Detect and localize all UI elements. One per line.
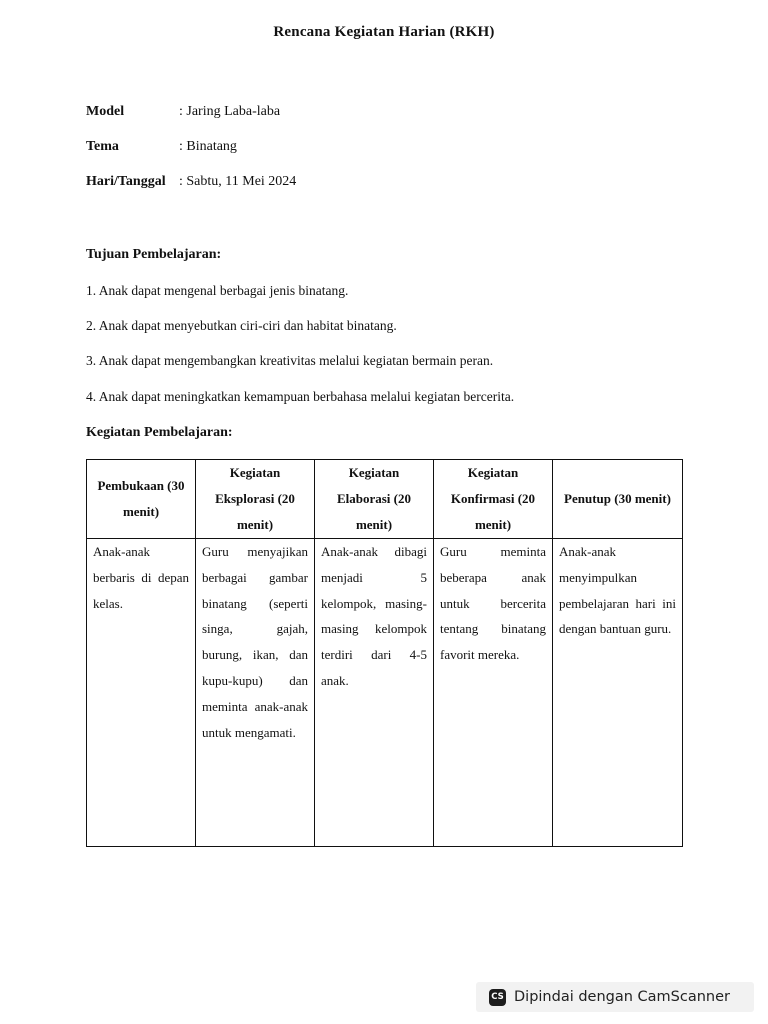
activities-heading: Kegiatan Pembelajaran: (86, 425, 233, 440)
cell-konfirmasi: Guru meminta beberapa anak untuk bercerita tentang binatang favorit mereka. (434, 539, 553, 847)
header-konfirmasi: Kegiatan Konfirmasi (20 menit) (434, 460, 553, 539)
camscanner-watermark (476, 982, 754, 1012)
meta-label: Hari/Tanggal (86, 174, 166, 189)
meta-label: Model (86, 104, 125, 119)
objectives-heading: Tujuan Pembelajaran: (86, 247, 222, 262)
meta-value: : Binatang (179, 139, 237, 154)
meta-row-model (86, 104, 280, 120)
objective-item: 2. Anak dapat menyebutkan ciri-ciri dan habitat binatang. (86, 318, 397, 333)
cell-pembukaan: Anak-anak berbaris di depan kelas. (87, 539, 196, 847)
meta-row-tema (86, 139, 237, 155)
header-pembukaan: Pembukaan (30 menit) (87, 460, 196, 539)
objective-item: 3. Anak dapat mengembangkan kreativitas melalui kegiatan bermain peran. (86, 353, 494, 368)
camscanner-logo-icon: CS (489, 989, 506, 1006)
meta-value: : Sabtu, 11 Mei 2024 (179, 174, 297, 189)
table-row (87, 539, 683, 847)
cell-eksplorasi: Guru menyajikan berbagai gambar binatang (seperti singa, gajah, burung, ikan, dan kupu-kupu) dan meminta anak-anak untuk mengamati. (196, 539, 315, 847)
meta-value: : Jaring Laba-laba (179, 104, 281, 119)
header-elaborasi: Kegiatan Elaborasi (20 menit) (315, 460, 434, 539)
cell-elaborasi: Anak-anak dibagi menjadi 5 kelompok, masing-masing kelompok terdiri dari 4-5 anak. (315, 539, 434, 847)
meta-label: Tema (86, 139, 119, 154)
meta-row-date (86, 174, 296, 190)
watermark-text: Dipindai dengan CamScanner (514, 989, 731, 1005)
table-header-row (87, 460, 683, 539)
objective-item: 4. Anak dapat meningkatkan kemampuan berbahasa melalui kegiatan bercerita. (86, 389, 515, 404)
header-penutup: Penutup (30 menit) (553, 460, 683, 539)
activities-table (86, 459, 683, 847)
cell-penutup: Anak-anak menyimpulkan pembelajaran hari ini dengan bantuan guru. (553, 539, 683, 847)
objective-item: 1. Anak dapat mengenal berbagai jenis binatang. (86, 283, 349, 298)
document-title: Rencana Kegiatan Harian (RKH) (273, 24, 495, 40)
header-eksplorasi: Kegiatan Eksplorasi (20 menit) (196, 460, 315, 539)
